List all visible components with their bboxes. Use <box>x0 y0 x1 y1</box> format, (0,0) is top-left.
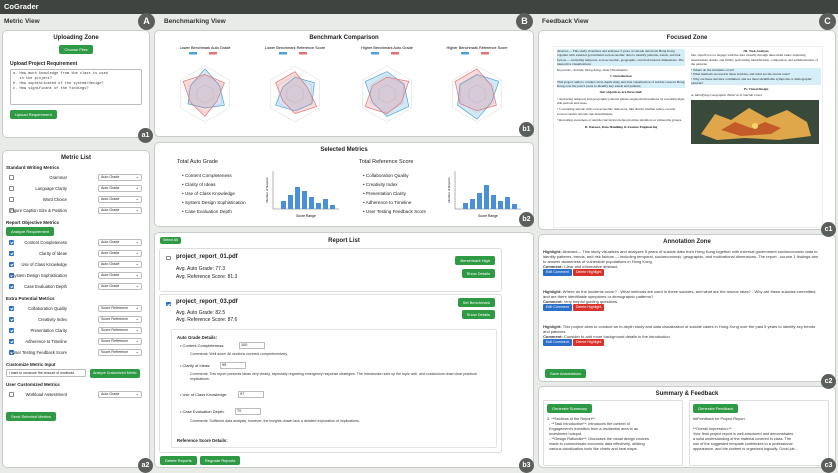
metric-label: Figure Caption Size & Position <box>10 208 67 213</box>
highlight-label: Highlight: <box>543 249 562 254</box>
selected-metric-item: • Creativity Index <box>363 182 398 187</box>
detail-score-input[interactable]: 70 <box>235 408 261 415</box>
text-line: **Overall Impression:** <box>693 427 732 431</box>
doc-subheading: A. Identifying Geographic Patterns in Suicide Cases <box>691 92 763 97</box>
detail-label: Use of Class Knowledge: <box>182 392 228 397</box>
metric-mode-select[interactable]: Auto Grade ⌄ <box>98 272 142 279</box>
annotation-item <box>543 289 821 311</box>
text-line: use of the suggested template contributes to a professional <box>693 442 793 446</box>
benchmark-comparison-panel <box>154 30 534 137</box>
histogram-bar <box>512 204 517 209</box>
radar-legend <box>279 52 307 55</box>
metric-row <box>3 270 149 281</box>
metric-checkbox[interactable] <box>9 175 14 180</box>
comment-label: Comment: <box>543 264 563 269</box>
report-card[interactable] <box>159 248 502 292</box>
detail-score-input[interactable]: 100 <box>239 342 265 349</box>
doc-paragraph: Our objectives are three-fold: <box>599 90 643 95</box>
delete-reports-button[interactable]: Delete Reports <box>160 456 197 465</box>
document-page[interactable]: Abstract— This study visualizes and analyzes 5 years of suicide data from Hong Kong together with external government socioeconomic data to identify patterns, trends, and risk factors — including temporal, socioeconomic, geographic, and motivational dimensions. The interactive visualizations Keywords—Suicide, Hong Kong, Data Visualization I. Introduction This project aims to conduct an in-depth study and data visualization of suicide cases in Hong Kong over the past 5 years to identify key trends and patterns. Our objectives are three-fold: • Analyzing temporal and geographic patterns guides targeted interventions by revealing high-risk periods and areas. • Correlating suicide with socioeconomic indicators, like district median salary, reveals socioeconomic suicide risk determinants. • Revealing awareness of suicide risk factors helps prioritize attention on vulnerable groups. II. Dataset, Data Handling & Feature Engineering III. Task Analysis Our objective is to engage with the data visually through three main tasks: exploring intermediate details, and finally performing identification, comparison, and summarization of the patterns. • Where do the incidents occur? • What methods are used in these suicides, and what are the rescue rates? • Why are these suicides committed, and are there identifiable symptoms or demographic patterns? IV. Visual Design A. Identifying Geographic Patterns in Suicide Cases <box>553 46 823 228</box>
metric-checkbox[interactable] <box>9 240 14 245</box>
extra-metrics-title: Extra Potential Metrics <box>6 296 55 301</box>
detail-score-input[interactable]: 97 <box>238 391 264 398</box>
selected-metrics-panel <box>154 142 534 227</box>
selected-metric-item: • Case Evaluation Depth <box>182 209 232 214</box>
auto-grade-histogram <box>263 167 343 222</box>
report-avg-auto-grade: Avg. Auto Grade: 77.3 <box>176 266 226 272</box>
focused-zone-title: Focused Zone <box>666 35 708 41</box>
metric-label: Language Clarity <box>35 186 67 191</box>
text-line: a solid understanding of the material covered in class. The <box>693 437 792 441</box>
show-details-button[interactable]: Show Details <box>462 269 495 278</box>
metric-row <box>3 325 149 336</box>
badge-a1: a1 <box>138 128 153 143</box>
choose-files-button[interactable]: Choose Files <box>59 45 92 54</box>
badge-a: A <box>138 13 155 30</box>
badge-c: C <box>819 13 836 30</box>
badge-b: B <box>516 13 533 30</box>
highlight-label: Highlight: <box>543 324 562 329</box>
annotation-zone-title: Annotation Zone <box>663 239 711 245</box>
upload-requirement-button[interactable]: Upload Requirement <box>10 110 57 119</box>
summary-feedback-panel <box>538 386 836 468</box>
doc-heading: I. Introduction <box>610 74 632 79</box>
annotation-item <box>543 249 821 276</box>
send-selected-metrics-button[interactable]: Send Selected Metrics <box>6 412 56 421</box>
report-filename: project_report_01.pdf <box>176 254 238 260</box>
metric-row <box>3 172 149 183</box>
badge-b2: b2 <box>519 212 534 227</box>
report-list-title: Report List <box>328 238 360 244</box>
histogram-bar <box>484 185 489 209</box>
requirement-line: b. How sophisticated of the system/design? <box>13 82 104 86</box>
reference-score-histogram <box>445 167 525 222</box>
metric-row <box>3 248 149 259</box>
doc-paragraph-highlighted: Abstract— This study visualizes and analyzes 5 years of suicide data from Hong Kong together with external government socioeconomic data to identify patterns, trends, and risk factors — including temporal, socioeconomic, geographic, and motivational dimensions. The interactive visualizations <box>557 49 684 66</box>
doc-bullet: Revealing awareness of suicide risk factors helps prioritize attention on vulnerable groups. <box>559 117 683 122</box>
doc-keywords: Keywords—Suicide, Hong Kong, Data Visualization <box>557 68 628 73</box>
radar-chart-title: Lower Benchmark Reference Score <box>264 46 326 50</box>
metric-row <box>3 183 149 194</box>
doc-paragraph: Our objective is to engage with the data visually through three main tasks: exploring intermediate details, and finally performing identification, comparison, and summarization of the patterns. <box>691 53 818 66</box>
badge-c2: c2 <box>821 374 836 389</box>
feedback-view-heading: Feedback View <box>542 18 589 25</box>
app-title: CoGrader <box>4 2 39 11</box>
selected-metrics-title: Selected Metrics <box>320 147 368 153</box>
metric-checkbox[interactable] <box>9 317 14 322</box>
selected-metric-item: • Content Completeness <box>182 173 232 178</box>
annotation-comment-text: Clear and informative abstract. <box>563 264 619 269</box>
metric-mode-select[interactable]: Auto Grade ⌄ <box>98 261 142 268</box>
metric-mode-select[interactable]: Auto Grade ⌄ <box>98 185 142 192</box>
text-line: various visualization tools like charts and heat maps. <box>547 447 638 451</box>
histogram-bar <box>505 197 510 209</box>
metric-checkbox[interactable] <box>9 284 14 289</box>
radar-chart-title: Lower Benchmark Auto Grade <box>179 46 231 50</box>
badge-c3: c3 <box>821 458 836 473</box>
radar-legend <box>371 52 399 55</box>
doc-bullet-highlighted: What methods are used in these suicides, and what are the rescue rates? <box>692 72 791 77</box>
metric-row <box>3 237 149 248</box>
histogram-bar <box>463 203 468 209</box>
metric-mode-select[interactable]: Score Reference ⌄ <box>98 338 142 345</box>
comment-label: Comment: <box>543 299 563 304</box>
histogram-bar <box>302 191 307 209</box>
annotation-comment-text: Consider to add more background details in the introduction. <box>563 334 671 339</box>
histogram-bar <box>281 201 286 209</box>
edit-comment-button[interactable]: Edit Comment <box>543 269 572 276</box>
requirement-line: a. How much knowledge from the class is used <box>13 72 108 76</box>
histogram-bar <box>477 193 482 209</box>
badge-b1: b1 <box>519 122 534 137</box>
doc-bullet-highlighted: Why are these suicides committed, and are there identifiable symptoms or demographic patterns? <box>691 76 812 86</box>
metric-row <box>3 205 149 216</box>
user-custom-metrics-title: User Customized Metrics <box>6 382 60 387</box>
requirement-line: c. How significant of the findings? <box>13 87 89 91</box>
metric-mode-select[interactable]: Auto Grade ⌄ <box>98 174 142 181</box>
metric-mode-select[interactable]: Auto Grade ⌄ <box>98 391 142 398</box>
annotation-zone-panel <box>538 234 836 382</box>
metric-view-heading: Metric View <box>4 18 40 25</box>
histogram-bar <box>323 199 328 209</box>
metric-mode-select[interactable]: Score Reference ⌄ <box>98 327 142 334</box>
radar-legend <box>461 52 489 55</box>
report-checkbox[interactable] <box>166 256 171 261</box>
metric-row <box>3 259 149 270</box>
doc-bullet: Analyzing temporal and geographic patterns guides targeted interventions by revealing high-risk periods and areas. <box>557 96 685 105</box>
report-avg-reference-score: Avg. Reference Score: 87.6 <box>176 317 238 323</box>
histogram-bar <box>295 187 300 209</box>
metric-checkbox[interactable] <box>9 262 14 267</box>
detail-comment: Comments: This report presents ideas very clearly, especially regarding emergency response strategies. The introduction sets up the topic well, and conclusions draw clear practical implications. <box>190 372 477 381</box>
histogram-xlabel: Score Range <box>296 214 316 218</box>
generate-summary-button[interactable]: Generate Summary <box>547 404 592 413</box>
annotation-highlight-text: Abstract— This study visualizes and analyzes 5 years of suicide data from Hong Kong together with external government socioeconomic data to identify patterns, trends, and risk factors — including temporal, socioeconomic, geographic, and motivational dimensions. The report - source 1 findings aim to answer awareness of vulnerable populations in Hong Kong. <box>543 249 818 264</box>
metric-label: System Design Sophistication <box>11 273 67 278</box>
regrade-reports-button[interactable]: Regrade Reports <box>200 456 240 465</box>
report-list-panel <box>154 232 534 468</box>
metric-checkbox[interactable] <box>9 306 14 311</box>
summary-feedback-title: Summary & Feedback <box>655 391 719 397</box>
focused-zone-panel <box>538 30 836 230</box>
comment-label: Comment: <box>543 334 563 339</box>
benchmark-radar-charts <box>155 43 534 137</box>
doc-paragraph-highlighted: This project aims to conduct an in-depth study and data visualization of suicide cases in Hong Kong over the past 5 years to identify key trends and patterns. <box>557 79 685 89</box>
metric-label: Creativity Index <box>38 317 67 322</box>
metric-row <box>3 194 149 205</box>
metric-mode-select[interactable]: Auto Grade ⌄ <box>98 196 142 203</box>
selected-metric-item: • Use of Class Knowledge <box>182 191 235 196</box>
select-all-button[interactable]: Select All <box>160 237 181 244</box>
doc-figure-map <box>691 100 819 144</box>
annotation-item <box>543 324 821 346</box>
selected-metric-item: • Adherence to Timeline <box>363 200 412 205</box>
edit-comment-button[interactable]: Edit Comment <box>543 339 572 346</box>
metric-label: Adherence to Timeline <box>25 339 67 344</box>
metric-list-title: Metric List <box>60 155 91 161</box>
detail-comment: Comments: Sufficient data analysis, however, the insights drawn lack a detailed exploration of implications. <box>190 419 360 423</box>
metric-mode-select[interactable]: Score Reference ⌄ <box>98 305 142 312</box>
histogram-ylabel: Number of Reports <box>265 177 269 203</box>
metric-label: Presentation Clarity <box>30 328 67 333</box>
metric-mode-select[interactable]: Auto Grade ⌄ <box>98 283 142 290</box>
histogram-xlabel: Score Range <box>478 214 498 218</box>
metric-label: User Testing Feedback Score <box>12 350 67 355</box>
histogram-bar <box>498 201 503 209</box>
report-avg-auto-grade: Avg. Auto Grade: 82.5 <box>176 310 226 316</box>
metric-label: Word Choice <box>42 197 67 202</box>
requirement-textarea[interactable] <box>10 69 142 105</box>
detail-score-input[interactable]: 95 <box>220 362 246 369</box>
text-line: Engagement's transition from a residential area to an <box>547 427 639 431</box>
objective-metrics-title: Report Objective Metrics <box>6 220 60 225</box>
detail-label: Clarity of Ideas: <box>182 363 211 368</box>
app-title-bar <box>0 0 838 14</box>
reference-score-details-title: Reference Score Details: <box>177 438 228 443</box>
metric-row <box>3 281 149 292</box>
histogram-bar <box>288 195 293 209</box>
metric-mode-select[interactable]: Auto Grade ⌄ <box>98 250 142 257</box>
metric-label: Collaboration Quality <box>28 306 67 311</box>
histogram-bar <box>316 203 321 209</box>
metric-label: Content Completeness <box>24 240 67 245</box>
report-avg-reference-score: Avg. Reference Score: 81.3 <box>176 274 238 280</box>
selected-metric-item: • Presentation Clarity <box>363 191 406 196</box>
report-checkbox[interactable] <box>166 302 171 307</box>
report-filename: project_report_03.pdf <box>176 299 238 305</box>
metric-list-panel <box>2 150 150 468</box>
annotation-highlight-text: Where do the incidents occur? - What methods are used in these suicides, and what are the rescue rates? - Why are these suicides committed, and are there identifiable symptoms or demographic patterns? <box>543 289 817 299</box>
selected-metric-item: • Clarity of Ideas <box>182 182 216 187</box>
total-reference-score-title: Total Reference Score <box>359 159 414 165</box>
text-line: made to communicate economic data effectively, utilizing <box>547 442 645 446</box>
metric-checkbox[interactable] <box>9 339 14 344</box>
selected-metric-item: • User Testing Feedback Score <box>363 209 427 214</box>
metric-label: Clarity of Ideas <box>39 251 67 256</box>
standard-metrics-title: Standard Writing Metrics <box>6 165 60 170</box>
analyze-custom-metric-button[interactable]: Analyze Customized Metric <box>90 369 140 378</box>
detail-comment: Comments: Well done! All sections covered comprehensively. <box>190 352 288 356</box>
delete-highlight-button[interactable]: Delete Highlight <box>573 339 604 346</box>
detail-label: Case Evaluation Depth: <box>182 409 225 414</box>
histogram-ylabel: Number of Reports <box>447 177 451 203</box>
metric-checkbox[interactable] <box>9 186 14 191</box>
custom-metric-input[interactable]: I want to measure the amount of workload <box>6 369 86 377</box>
metric-row <box>3 314 149 325</box>
metric-mode-select[interactable]: Auto Grade ⌄ <box>98 207 142 214</box>
delete-highlight-button[interactable]: Delete Highlight <box>573 269 604 276</box>
text-line: 3. **Sections of the Report**: <box>547 417 596 421</box>
metric-mode-select[interactable]: Auto Grade ⌄ <box>98 239 142 246</box>
uploading-zone <box>2 30 150 138</box>
badge-a2: a2 <box>138 458 153 473</box>
badge-c1: c1 <box>821 222 836 237</box>
metric-label: Use of Class Knowledge <box>21 262 67 267</box>
metric-label: Workload Assessment <box>25 392 67 397</box>
annotation-comment-text: Very helpful guiding questions. <box>563 299 619 304</box>
upload-requirement-title: Upload Project Requirement <box>10 61 78 67</box>
annotation-highlight-text: This project aims to conduct an in-depth study and data visualization of suicide cases in Hong Kong over the past 5 years to identify key trends and patterns. <box>543 324 816 334</box>
histogram-bar <box>330 205 335 209</box>
histogram-bar <box>470 199 475 209</box>
metric-label: Case Evaluation Depth <box>24 284 67 289</box>
doc-bullet: Correlating suicide with socioeconomic indicators, like district median salary, reveals socioeconomic suicide risk determinants. <box>557 107 676 116</box>
text-line: Your final project report is well-structured and demonstrates <box>693 432 794 436</box>
metric-checkbox[interactable] <box>9 328 14 333</box>
delete-highlight-button[interactable]: Delete Highlight <box>573 304 604 311</box>
text-line: appearance, and the content is organized logically. Good job... <box>693 447 798 451</box>
report-card-expanded[interactable] <box>159 294 502 453</box>
set-benchmark-button[interactable]: Set Benchmark <box>458 298 495 307</box>
benchmarking-view-heading: Benchmarking View <box>164 18 226 25</box>
radar-chart-title: Higher Benchmark Auto Grade <box>361 46 413 50</box>
metric-checkbox[interactable] <box>9 392 14 397</box>
doc-heading: III. Task Analysis <box>743 49 769 53</box>
text-line: - **Design Rationale**: Discusses the visual design choices <box>547 437 649 441</box>
radar-chart-title: Higher Benchmark Reference Score <box>446 46 508 50</box>
metric-row <box>3 336 149 347</box>
customize-metric-title: Customize Metric Input <box>6 362 56 367</box>
text-line: ##Feedback for Project Report <box>693 417 745 421</box>
benchmark-comparison-title: Benchmark Comparison <box>309 35 379 41</box>
radar-legend <box>189 52 217 55</box>
histogram-bar <box>309 197 314 209</box>
uploading-zone-title: Uploading Zone <box>53 35 99 41</box>
selected-metric-item: • System Design Sophistication <box>182 200 246 205</box>
benchmark-high-button[interactable]: Benchmark High <box>455 256 495 265</box>
metric-row <box>3 303 149 314</box>
auto-grade-details: Auto Grade Details: • Content Completeness: 100 Comments: Well done! All sections covered comprehensively. • Clarity of Ideas: 95 Comments: This report presents ideas very clearly, especially regarding emergency response strategies. The introduction sets up the topic well, and conclusions draw clear practical implications. • Use of Class Knowledge: 97 • Case Evaluation Depth: 70 Comments: Sufficient data analysis, however, the insights drawn lack a detailed exploration of implications. Reference Score Details: <box>171 329 497 448</box>
highlight-label: Highlight: <box>543 289 562 294</box>
metric-row <box>3 389 149 400</box>
metric-checkbox[interactable] <box>9 251 14 256</box>
text-line: investment hotspot. <box>547 432 583 436</box>
metric-mode-select[interactable]: Score Reference ⌄ <box>98 316 142 323</box>
total-auto-grade-title: Total Auto Grade <box>177 159 218 165</box>
metric-row <box>3 347 149 358</box>
detail-label: Content Completeness: <box>182 343 225 348</box>
metric-checkbox[interactable] <box>9 197 14 202</box>
doc-heading: II. Dataset, Data Handling & Feature Engineering <box>584 125 658 130</box>
save-annotations-button[interactable]: Save Annotations <box>545 369 586 378</box>
analyze-requirement-button[interactable]: Analyze Requirement <box>6 227 54 236</box>
selected-metric-item: • Collaboration Quality <box>363 173 409 178</box>
badge-b3: b3 <box>519 458 534 473</box>
metric-label: Grammar <box>49 175 67 180</box>
text-line: - **Task Introduction**: Introduces the context of <box>547 422 630 426</box>
edit-comment-button[interactable]: Edit Comment <box>543 304 572 311</box>
doc-bullet-highlighted: Where do the incidents occur? <box>692 68 735 73</box>
summary-box <box>543 400 683 466</box>
feedback-box <box>689 400 829 466</box>
radar-series <box>183 74 224 116</box>
metric-mode-select[interactable]: Score Reference ⌄ <box>98 349 142 356</box>
doc-heading: IV. Visual Design <box>743 87 769 92</box>
show-details-button[interactable]: Show Details <box>462 310 495 319</box>
histogram-bar <box>491 195 496 209</box>
generate-feedback-button[interactable]: Generate Feedback <box>693 404 738 413</box>
auto-grade-details-title: Auto Grade Details: <box>177 335 218 340</box>
requirement-line: in the project? <box>13 77 52 81</box>
